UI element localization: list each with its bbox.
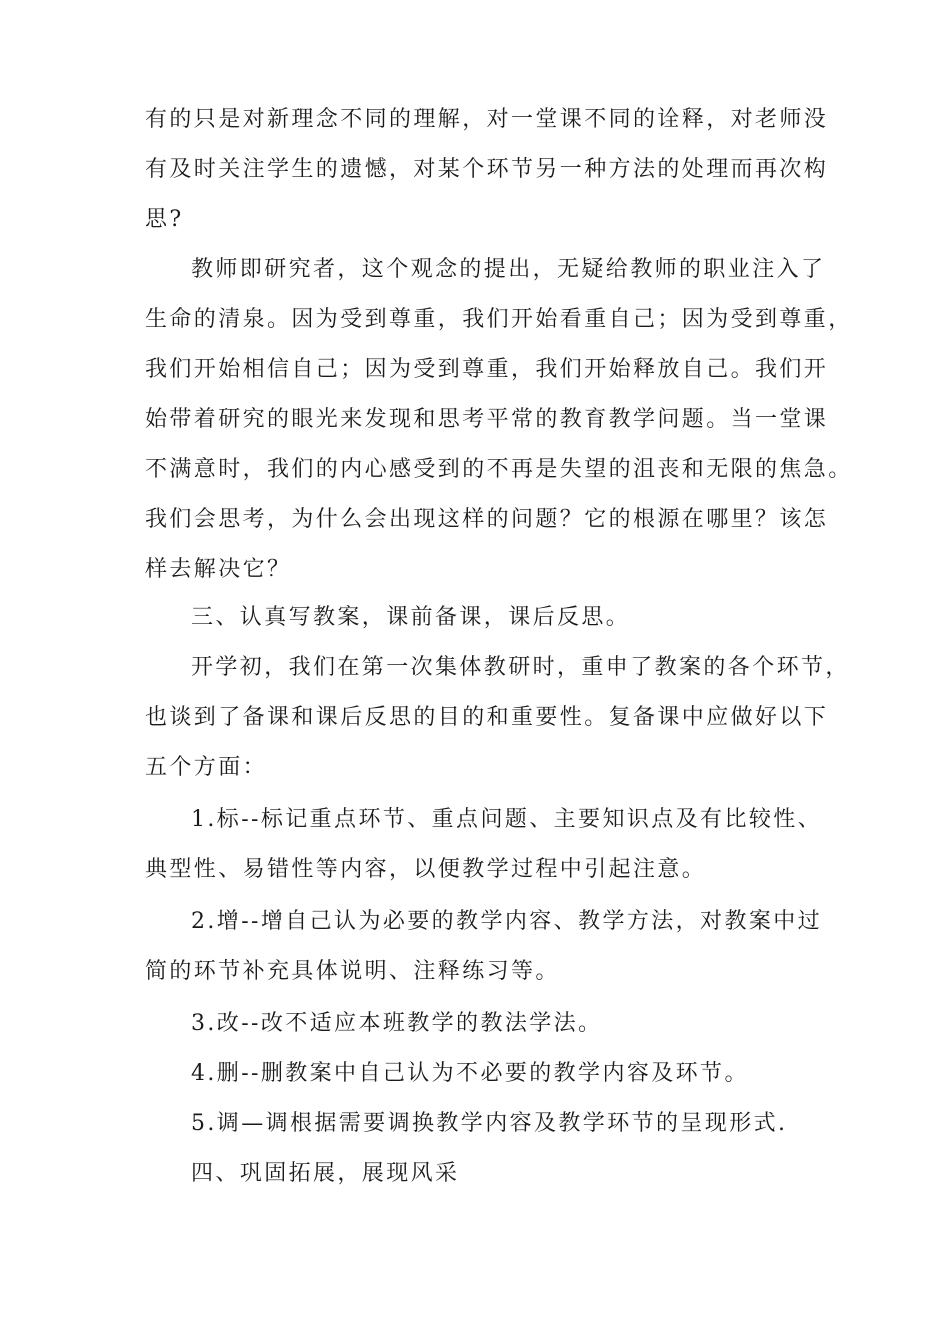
text-line: 始带着研究的眼光来发现和思考平常的教育教学问题。当一堂课 (145, 407, 829, 432)
text-line: 样去解决它？ (145, 557, 292, 582)
list-item: 5.调—调根据需要调换教学内容及教学环节的呈现形式. (191, 1111, 788, 1136)
text-line: 生命的清泉。因为受到尊重，我们开始看重自己；因为受到尊重， (145, 307, 853, 332)
text-line: 教师即研究者，这个观念的提出，无疑给教师的职业注入了 (191, 257, 826, 282)
list-item: 4.删--删教案中自己认为不必要的教学内容及环节。 (191, 1061, 749, 1086)
text-line: 也谈到了备课和课后反思的目的和重要性。复备课中应做好以下 (145, 705, 829, 730)
text-line: 我们会思考，为什么会出现这样的问题？它的根源在哪里？该怎 (145, 507, 829, 532)
list-item: 1.标--标记重点环节、重点问题、主要知识点及有比较性、 (191, 807, 823, 832)
text-line: 我们开始相信自己；因为受到尊重，我们开始释放自己。我们开 (145, 357, 829, 382)
text-line: 典型性、易错性等内容，以便教学过程中引起注意。 (145, 857, 707, 882)
text-line: 思? (145, 207, 184, 232)
list-item: 2.增--增自己认为必要的教学内容、教学方法，对教案中过 (191, 909, 823, 934)
section-heading: 三、认真写教案，课前备课，课后反思。 (191, 605, 631, 630)
text-line: 五个方面： (145, 755, 268, 780)
text-line: 不满意时，我们的内心感受到的不再是失望的沮丧和无限的焦急。 (145, 457, 853, 482)
text-line: 有的只是对新理念不同的理解，对一堂课不同的诠释，对老师没 (145, 107, 829, 132)
text-line: 有及时关注学生的遗憾，对某个环节另一种方法的处理而再次构 (145, 157, 829, 182)
section-heading: 四、巩固拓展，展现风采 (191, 1161, 460, 1186)
text-line: 开学初，我们在第一次集体教研时，重申了教案的各个环节， (191, 655, 850, 680)
text-line: 简的环节补充具体说明、注释练习等。 (145, 959, 560, 984)
list-item: 3.改--改不适应本班教学的教法学法。 (191, 1011, 603, 1036)
